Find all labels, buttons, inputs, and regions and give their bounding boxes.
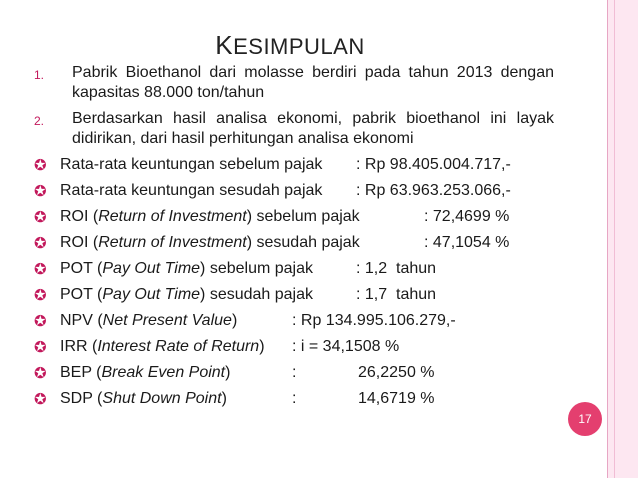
bullet-item-pot-sebelum-pajak (34, 259, 554, 279)
bullet-label: NPV (Net Present Value) (60, 312, 238, 329)
bullet-item-npv (34, 311, 554, 331)
numbered-item-text: Berdasarkan hasil analisa ekonomi, pabrik bioethanol ini layak didirikan, dari hasil perhitungan analisa ekonomi (72, 110, 554, 147)
numbered-item-1 (34, 63, 554, 103)
slide-title-rest: ESIMPULAN (233, 34, 365, 59)
ornament-bullet-icon: ✪ (34, 390, 47, 408)
ornament-bullet-icon: ✪ (34, 234, 47, 252)
slide-title-initial: K (215, 30, 234, 60)
bullet-label: POT (Pay Out Time) sebelum pajak (60, 260, 313, 277)
numbered-item-2 (34, 109, 554, 149)
page-number-badge: 17 (568, 402, 602, 436)
ornament-bullet-icon: ✪ (34, 312, 47, 330)
bullet-label: ROI (Return of Investment) sesudah pajak (60, 234, 360, 251)
bullet-item-roi-sebelum-pajak (34, 207, 554, 227)
number-marker: 2. (34, 114, 45, 128)
bullet-value: : i = 34,1508 % (292, 338, 400, 355)
slide-content (34, 63, 554, 415)
right-decorative-stripe (607, 0, 638, 478)
bullet-label: IRR (Interest Rate of Return) (60, 338, 265, 355)
bullet-label: BEP (Break Even Point) (60, 364, 231, 381)
numbered-item-text: Pabrik Bioethanol dari molasse berdiri pada tahun 2013 dengan kapasitas 88.000 ton/tahun (72, 64, 554, 101)
bullet-item-bep (34, 363, 554, 383)
bullet-value: : 72,4699 % (424, 208, 510, 225)
bullet-value: 26,2250 % (358, 364, 435, 381)
bullet-item-roi-sesudah-pajak (34, 233, 554, 253)
bullet-label: POT (Pay Out Time) sesudah pajak (60, 286, 314, 303)
bullet-item-sdp (34, 389, 554, 409)
ornament-bullet-icon: ✪ (34, 286, 47, 304)
number-marker: 1. (34, 68, 45, 82)
bullet-label: SDP (Shut Down Point) (60, 390, 227, 407)
ornament-bullet-icon: ✪ (34, 260, 47, 278)
bullet-value-colon: : (292, 390, 297, 407)
bullet-value: : Rp 63.963.253.066,- (356, 182, 511, 199)
bullet-value: : 47,1054 % (424, 234, 510, 251)
bullet-value: : 1,7 tahun (356, 286, 437, 303)
bullet-item-irr (34, 337, 554, 357)
ornament-bullet-icon: ✪ (34, 364, 47, 382)
bullet-label: ROI (Return of Investment) sebelum pajak (60, 208, 360, 225)
bullet-label: Rata-rata keuntungan sebelum pajak (60, 156, 323, 173)
ornament-bullet-icon: ✪ (34, 156, 47, 174)
bullet-item-pot-sesudah-pajak (34, 285, 554, 305)
bullet-value: : Rp 98.405.004.717,- (356, 156, 511, 173)
slide-title (0, 30, 580, 61)
ornament-bullet-icon: ✪ (34, 182, 47, 200)
right-stripe-line (614, 0, 615, 478)
bullet-value: : Rp 134.995.106.279,- (292, 312, 456, 329)
bullet-value-colon: : (292, 364, 297, 381)
bullet-value: : 1,2 tahun (356, 260, 437, 277)
ornament-bullet-icon: ✪ (34, 208, 47, 226)
bullet-label: Rata-rata keuntungan sesudah pajak (60, 182, 323, 199)
bullet-item-keuntungan-sesudah-pajak (34, 181, 554, 201)
bullet-item-keuntungan-sebelum-pajak (34, 155, 554, 175)
bullet-value: 14,6719 % (358, 390, 435, 407)
ornament-bullet-icon: ✪ (34, 338, 47, 356)
